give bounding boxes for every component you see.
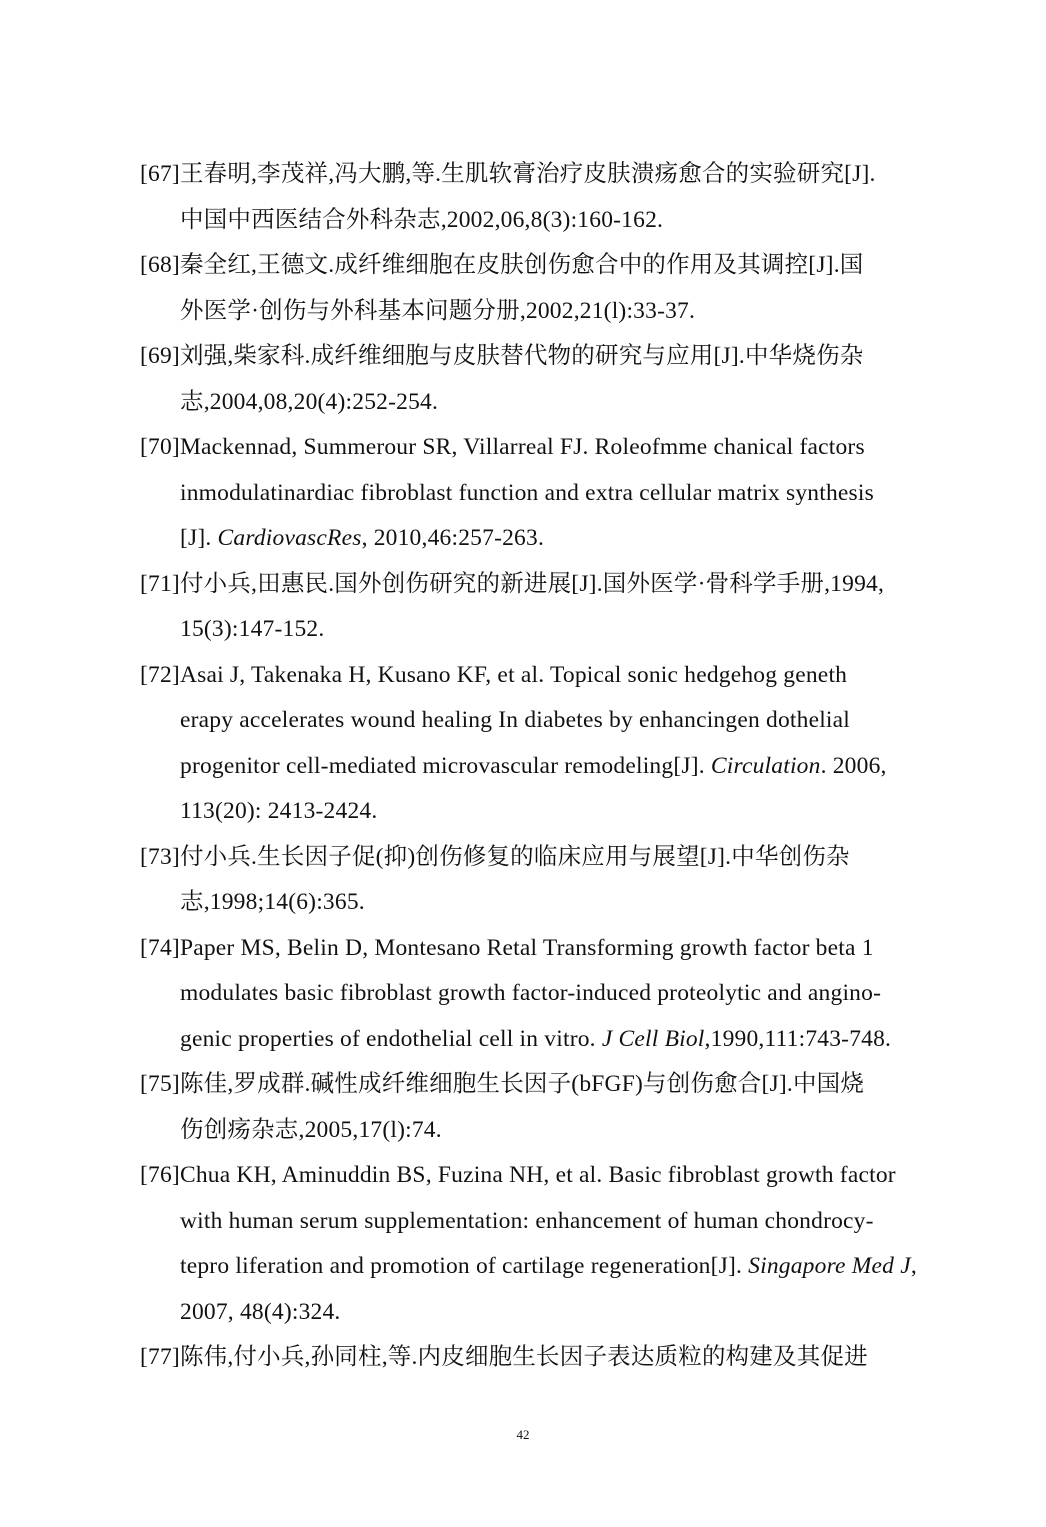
reference-72-line-1: [72]Asai J, Takenaka H, Kusano KF, et al. Topical sonic hedgehog geneth	[140, 661, 848, 688]
reference-70-line-2: inmodulatinardiac fibroblast function and extra cellular matrix synthesis	[180, 479, 874, 506]
reference-69-line-2: 志,2004,08,20(4):252-254.	[180, 388, 439, 415]
reference-67	[140, 152, 940, 243]
reference-74-line-3-suffix: ,1990,111:743-748.	[704, 1025, 892, 1052]
reference-74-line-2: modulates basic fibroblast growth factor-induced proteolytic and angino-	[180, 980, 882, 1006]
page-number: 42	[516, 1427, 530, 1442]
reference-77-line-1: [77]陈伟,付小兵,孙同柱,等.内皮细胞生长因子表达质粒的构建及其促进	[140, 1344, 868, 1370]
reference-75-line-1: [75]陈佳,罗成群.碱性成纤维细胞生长因子(bFGF)与创伤愈合[J].中国烧	[140, 1071, 865, 1097]
reference-76-line-2: with human serum supplementation: enhancement of human chondrocy-	[180, 1207, 874, 1234]
reference-73-line-2: 志,1998;14(6):365.	[180, 889, 365, 915]
reference-73-line-1: [73]付小兵.生长因子促(抑)创伤修复的临床应用与展望[J].中华创伤杂	[140, 843, 850, 870]
reference-70-line-3-suffix: , 2010,46:257-263.	[361, 525, 545, 551]
reference-70-line-3-prefix: [J].	[180, 525, 218, 551]
reference-70	[140, 425, 940, 562]
reference-76-line-1: [76]Chua KH, Aminuddin BS, Fuzina NH, et al. Basic fibroblast growth factor	[140, 1162, 896, 1188]
reference-68-line-1: [68]秦全红,王德文.成纤维细胞在皮肤创伤愈合中的作用及其调控[J].国	[140, 252, 864, 278]
reference-72-line-4: 113(20): 2413-2424.	[180, 798, 378, 824]
reference-76-journal: Singapore Med J	[748, 1253, 911, 1279]
reference-71-line-2: 15(3):147-152.	[180, 616, 325, 642]
reference-72-line-3-prefix: progenitor cell-mediated microvascular remodeling[J].	[180, 752, 711, 779]
reference-list	[140, 152, 940, 1381]
reference-71	[140, 562, 940, 653]
reference-74-journal: J Cell Biol	[601, 1025, 705, 1052]
reference-72-line-2: erapy accelerates wound healing In diabetes by enhancingen dothelial	[180, 707, 851, 733]
reference-73	[140, 835, 940, 926]
reference-74-line-1: [74]Paper MS, Belin D, Montesano Retal Transforming growth factor beta 1	[140, 934, 874, 961]
reference-76-line-3-suffix: , 2007, 48(4):324.	[180, 1253, 917, 1325]
reference-68	[140, 243, 940, 334]
reference-71-line-1: [71]付小兵,田惠民.国外创伤研究的新进展[J].国外医学·骨科学手册,1994,	[140, 570, 885, 597]
reference-76-line-3-prefix: tepro liferation and promotion of cartilage regeneration[J].	[180, 1253, 749, 1279]
reference-75	[140, 1062, 940, 1153]
reference-74	[140, 926, 940, 1063]
reference-69-line-1: [69]刘强,柴家科.成纤维细胞与皮肤替代物的研究与应用[J].中华烧伤杂	[140, 343, 864, 369]
reference-70-line-1: [70]Mackennad, Summerour SR, Villarreal FJ. Roleofmme chanical factors	[140, 434, 865, 460]
reference-72-line-3-suffix: . 2006,	[820, 752, 887, 779]
reference-70-journal: CardiovascRes	[217, 525, 362, 551]
reference-72-journal: Circulation	[710, 752, 821, 779]
reference-67-line-2: 中国中西医结合外科杂志,2002,06,8(3):160-162.	[180, 206, 664, 233]
reference-69	[140, 334, 940, 425]
reference-74-line-3-prefix: genic properties of endothelial cell in vitro.	[180, 1025, 602, 1052]
reference-68-line-2: 外医学·创伤与外科基本问题分册,2002,21(l):33-37.	[180, 297, 696, 324]
reference-77	[140, 1335, 940, 1381]
reference-72	[140, 653, 940, 835]
reference-75-line-2: 伤创疡杂志,2005,17(l):74.	[180, 1116, 442, 1143]
reference-67-line-1: [67]王春明,李茂祥,冯大鹏,等.生肌软膏治疗皮肤溃疡愈合的实验研究[J].	[140, 161, 876, 187]
reference-76	[140, 1153, 940, 1335]
